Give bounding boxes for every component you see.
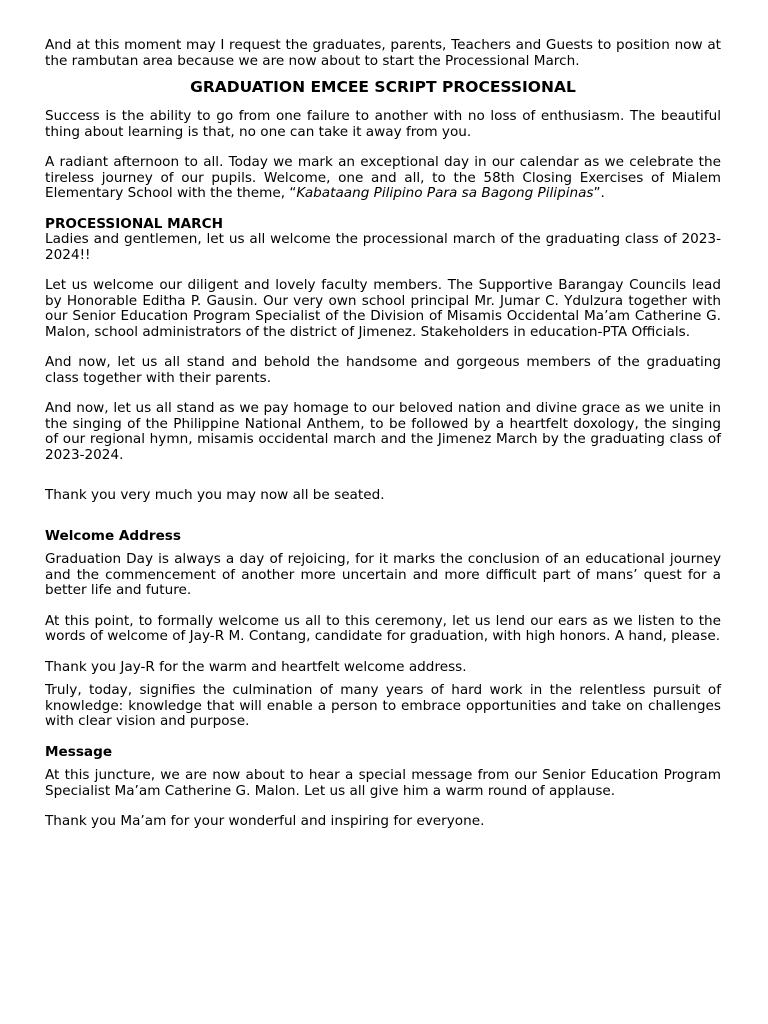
- greeting-paragraph: [45, 155, 721, 202]
- processional-heading: PROCESSIONAL MARCH: [45, 215, 223, 232]
- document-title: GRADUATION EMCEE SCRIPT PROCESSIONAL: [190, 78, 576, 96]
- message-paragraph-2: Thank you Ma’am for your wonderful and inspiring for everyone.: [45, 813, 485, 829]
- welcome-paragraph-2: At this point, to formally welcome us all to this ceremony, let us lend our ears as we listen to the words of welcome of Jay-R M. Contang, candidate for graduation, with high honors. A hand, please.: [45, 612, 721, 644]
- processional-paragraph-4: And now, let us all stand as we pay homage to our beloved nation and divine grace as we unite in the singing of the Philippine National Anthem, to be followed by a heartfelt doxology, the singing of our regional hymn, misamis occidental march and the Jimenez March by the graduating class of 2023-2024.: [45, 400, 721, 463]
- message-heading: Message: [45, 743, 113, 760]
- processional-paragraph-1: Ladies and gentlemen, let us all welcome the processional march of the graduating class of 2023-2024!!: [45, 231, 721, 263]
- theme-text: Kabataang Pilipino Para sa Bagong Pilipinas: [296, 185, 594, 201]
- greeting-close: ”.: [593, 185, 605, 201]
- processional-paragraph-3: And now, let us all stand and behold the handsome and gorgeous members of the graduating class together with their parents.: [45, 354, 721, 386]
- welcome-paragraph-4: Truly, today, signifies the culmination of many years of hard work in the relentless pursuit of knowledge: knowledge that will enable a person to embrace opportunities and take on challenges with clear vision and purpose.: [45, 682, 721, 729]
- document-page: [45, 38, 721, 830]
- message-paragraph-1: At this juncture, we are now about to hear a special message from our Senior Education Program Specialist Ma’am Catherine G. Malon. Let us all give him a warm round of applause.: [45, 767, 721, 799]
- intro-paragraph: And at this moment may I request the graduates, parents, Teachers and Guests to position now at the rambutan area because we are now about to start the Processional March.: [45, 37, 721, 69]
- greeting-text: A radiant afternoon to all. Today we mark an exceptional day in our calendar as we celebrate the tireless journey of our pupils. Welcome, one and all, to the 58th Closing Exercises of Mialem Elementary School with the theme, “: [45, 154, 721, 201]
- processional-paragraph-5: Thank you very much you may now all be seated.: [45, 487, 385, 503]
- welcome-paragraph-3: Thank you Jay-R for the warm and heartfelt welcome address.: [45, 658, 467, 675]
- quote-paragraph: Success is the ability to go from one failure to another with no loss of enthusiasm. The beautiful thing about learning is that, no one can take it away from you.: [45, 108, 721, 140]
- welcome-paragraph-1: Graduation Day is always a day of rejoicing, for it marks the conclusion of an educational journey and the commencement of another more uncertain and more difficult part of mans’ quest for a better life and future.: [45, 551, 721, 598]
- welcome-heading: Welcome Address: [45, 527, 181, 544]
- processional-paragraph-2: Let us welcome our diligent and lovely faculty members. The Supportive Barangay Councils lead by Honorable Editha P. Gausin. Our very own school principal Mr. Jumar C. Ydulzura together with our Senior Education Program Specialist of the Division of Misamis Occidental Ma’am Catherine G. Malon, school administrators of the district of Jimenez. Stakeholders in education-PTA Officials.: [45, 277, 721, 340]
